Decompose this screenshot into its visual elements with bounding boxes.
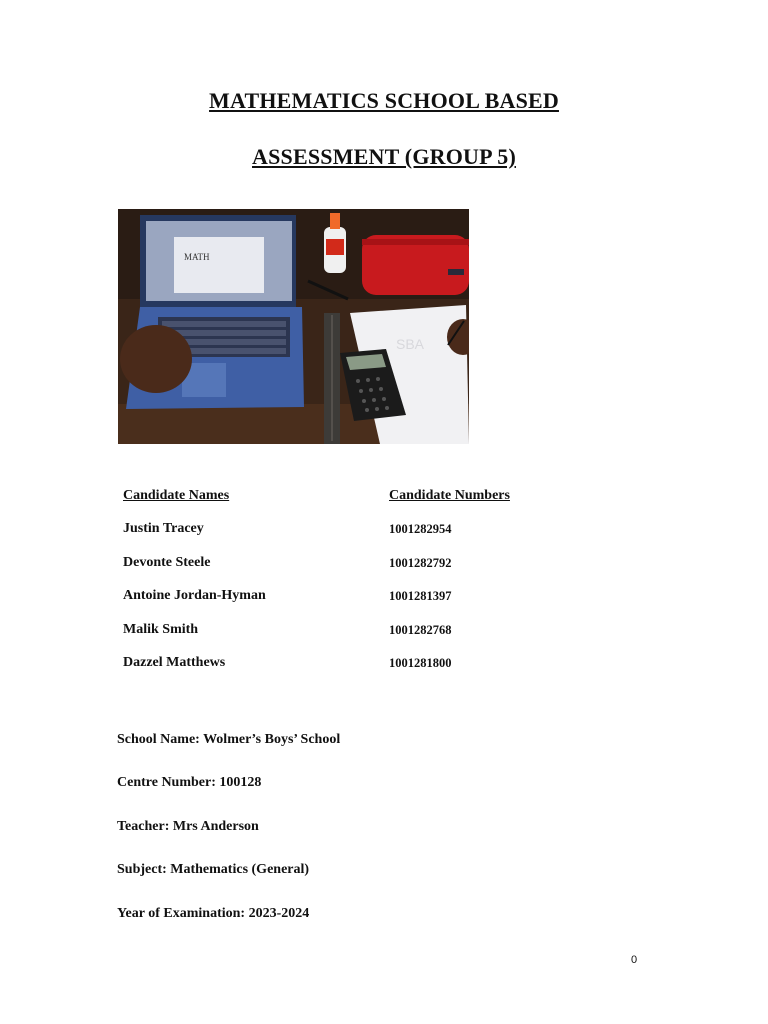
hand <box>120 325 192 393</box>
candidate-names-header: Candidate Names <box>123 488 230 503</box>
candidate-number: 1001282792 <box>389 556 452 570</box>
subject: Subject: Mathematics (General) <box>117 862 310 877</box>
candidate-name: Justin Tracey <box>123 521 204 536</box>
candidate-number: 1001282768 <box>389 623 452 637</box>
cover-photo <box>118 209 469 444</box>
page-number: 0 <box>631 954 638 966</box>
document-title-line-2: ASSESSMENT (GROUP 5) <box>252 144 516 169</box>
candidate-name: Dazzel Matthews <box>123 655 226 670</box>
screen-text: MATH <box>184 252 210 262</box>
centre-number: Centre Number: 100128 <box>117 775 262 790</box>
document-title-line-1: MATHEMATICS SCHOOL BASED <box>209 88 559 113</box>
candidate-name: Antoine Jordan-Hyman <box>123 588 266 603</box>
candidate-numbers-header: Candidate Numbers <box>389 488 510 503</box>
year-of-examination: Year of Examination: 2023-2024 <box>117 906 310 921</box>
candidate-number: 1001281397 <box>389 589 452 603</box>
candidate-number: 1001281800 <box>389 656 452 670</box>
candidate-name: Devonte Steele <box>123 555 211 570</box>
teacher: Teacher: Mrs Anderson <box>117 819 259 834</box>
paper-text: SBA <box>396 336 425 352</box>
school-name: School Name: Wolmer’s Boys’ School <box>117 732 341 747</box>
candidate-number: 1001282954 <box>389 522 452 536</box>
candidate-name: Malik Smith <box>123 622 199 637</box>
